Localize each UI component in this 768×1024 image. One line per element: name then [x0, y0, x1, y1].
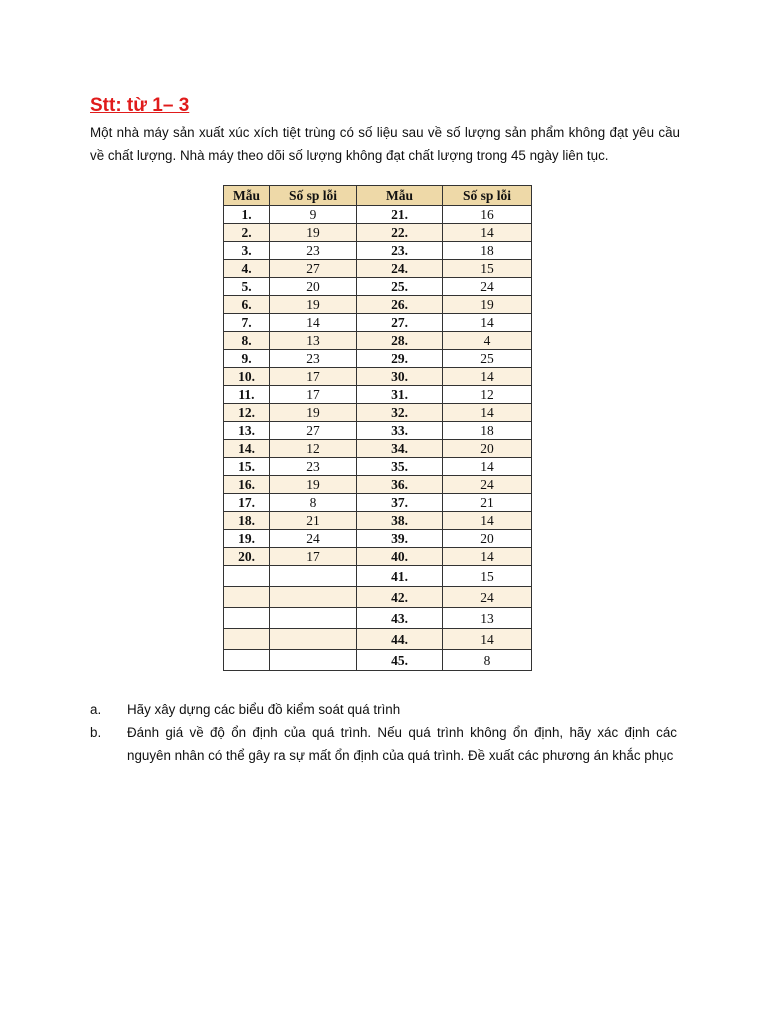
sample-number-cell: 17.: [224, 494, 270, 512]
defect-count-cell: 12: [443, 386, 532, 404]
defect-count-cell: [270, 629, 357, 650]
question-text: Hãy xây dựng các biểu đồ kiểm soát quá trình: [127, 702, 401, 717]
sample-number-cell: 41.: [357, 566, 443, 587]
defect-count-cell: 24: [443, 587, 532, 608]
sample-number-cell: 11.: [224, 386, 270, 404]
sample-number-cell: 43.: [357, 608, 443, 629]
table-row: [224, 476, 532, 494]
sample-number-cell: [224, 587, 270, 608]
sample-number-cell: 1.: [224, 206, 270, 224]
defect-count-cell: 14: [443, 458, 532, 476]
defect-count-cell: 13: [270, 332, 357, 350]
sample-number-cell: [224, 566, 270, 587]
question-item: [90, 721, 677, 767]
defect-count-cell: 20: [270, 278, 357, 296]
table-row: [224, 278, 532, 296]
defect-count-cell: 14: [443, 512, 532, 530]
defect-count-cell: 19: [270, 404, 357, 422]
defect-count-cell: 19: [270, 296, 357, 314]
sample-number-cell: 40.: [357, 548, 443, 566]
sample-number-cell: 14.: [224, 440, 270, 458]
defect-count-cell: 15: [443, 566, 532, 587]
defect-count-cell: 9: [270, 206, 357, 224]
sample-number-cell: 45.: [357, 650, 443, 671]
defect-count-cell: 18: [443, 422, 532, 440]
sample-number-cell: [224, 608, 270, 629]
sample-number-cell: 26.: [357, 296, 443, 314]
defect-count-cell: 17: [270, 386, 357, 404]
defect-count-cell: 23: [270, 458, 357, 476]
sample-number-cell: 19.: [224, 530, 270, 548]
table-row: [224, 587, 532, 608]
table-row: [224, 260, 532, 278]
sample-number-cell: 36.: [357, 476, 443, 494]
question-label: a.: [90, 702, 102, 717]
sample-number-cell: 37.: [357, 494, 443, 512]
defect-count-cell: 23: [270, 242, 357, 260]
table-row: [224, 404, 532, 422]
sample-number-cell: 2.: [224, 224, 270, 242]
sample-number-cell: 27.: [357, 314, 443, 332]
question-item: [90, 698, 677, 721]
sample-number-cell: 15.: [224, 458, 270, 476]
defect-count-cell: 14: [443, 548, 532, 566]
table-row: [224, 314, 532, 332]
header-sample: Mẫu: [224, 186, 270, 206]
sample-number-cell: 22.: [357, 224, 443, 242]
table-row: [224, 224, 532, 242]
sample-number-cell: 38.: [357, 512, 443, 530]
sample-number-cell: 31.: [357, 386, 443, 404]
sample-number-cell: 20.: [224, 548, 270, 566]
defect-count-cell: 14: [443, 629, 532, 650]
defect-count-cell: 14: [270, 314, 357, 332]
sample-number-cell: 21.: [357, 206, 443, 224]
sample-number-cell: 44.: [357, 629, 443, 650]
table-row: [224, 296, 532, 314]
header-defects: Số sp lỗi: [270, 186, 357, 206]
sample-number-cell: [224, 650, 270, 671]
defect-count-cell: 17: [270, 368, 357, 386]
sample-number-cell: 28.: [357, 332, 443, 350]
table-row: [224, 458, 532, 476]
defect-count-cell: 24: [270, 530, 357, 548]
sample-number-cell: 34.: [357, 440, 443, 458]
sample-number-cell: [224, 629, 270, 650]
sample-number-cell: 4.: [224, 260, 270, 278]
defect-count-cell: 13: [443, 608, 532, 629]
table-body: [224, 206, 532, 671]
defect-count-cell: 24: [443, 476, 532, 494]
table-row: [224, 494, 532, 512]
sample-number-cell: 32.: [357, 404, 443, 422]
table-header-row: [224, 186, 532, 206]
table-row: [224, 566, 532, 587]
sample-number-cell: 42.: [357, 587, 443, 608]
sample-number-cell: 33.: [357, 422, 443, 440]
defect-data-table: [223, 185, 532, 671]
defect-count-cell: 4: [443, 332, 532, 350]
sample-number-cell: 29.: [357, 350, 443, 368]
sample-number-cell: 13.: [224, 422, 270, 440]
defect-count-cell: 15: [443, 260, 532, 278]
sample-number-cell: 12.: [224, 404, 270, 422]
defect-count-cell: 20: [443, 530, 532, 548]
exercise-title: Stt: từ 1– 3: [90, 95, 190, 116]
sample-number-cell: 39.: [357, 530, 443, 548]
defect-count-cell: 17: [270, 548, 357, 566]
defect-count-cell: 23: [270, 350, 357, 368]
defect-count-cell: 24: [443, 278, 532, 296]
defect-count-cell: 8: [270, 494, 357, 512]
defect-count-cell: [270, 650, 357, 671]
defect-count-cell: 21: [270, 512, 357, 530]
problem-statement: Một nhà máy sản xuất xúc xích tiệt trùng có số liệu sau về số lượng sản phẩm không đạt yêu cầu về chất lượng. Nhà máy theo dõi số lượng không đạt chất lượng trong 45 ngày liên tục.: [90, 125, 680, 163]
table-row: [224, 386, 532, 404]
table-row: [224, 650, 532, 671]
question-label: b.: [90, 725, 102, 740]
header-sample: Mẫu: [357, 186, 443, 206]
defect-count-cell: [270, 608, 357, 629]
defect-count-cell: 14: [443, 314, 532, 332]
sample-number-cell: 16.: [224, 476, 270, 494]
table-row: [224, 332, 532, 350]
defect-count-cell: 19: [270, 476, 357, 494]
defect-count-cell: 14: [443, 404, 532, 422]
sample-number-cell: 10.: [224, 368, 270, 386]
table-row: [224, 368, 532, 386]
table-row: [224, 512, 532, 530]
defect-count-cell: 16: [443, 206, 532, 224]
table-row: [224, 530, 532, 548]
table-row: [224, 608, 532, 629]
table-row: [224, 242, 532, 260]
table-row: [224, 629, 532, 650]
table-row: [224, 350, 532, 368]
sample-number-cell: 18.: [224, 512, 270, 530]
defect-count-cell: 27: [270, 260, 357, 278]
sample-number-cell: 9.: [224, 350, 270, 368]
defect-count-cell: [270, 566, 357, 587]
sample-number-cell: 25.: [357, 278, 443, 296]
header-defects: Số sp lỗi: [443, 186, 532, 206]
defect-count-cell: 18: [443, 242, 532, 260]
question-list: [90, 698, 677, 767]
defect-count-cell: 21: [443, 494, 532, 512]
defect-count-cell: 27: [270, 422, 357, 440]
defect-count-cell: 14: [443, 368, 532, 386]
defect-count-cell: 14: [443, 224, 532, 242]
defect-count-cell: 20: [443, 440, 532, 458]
table-row: [224, 206, 532, 224]
defect-count-cell: 19: [270, 224, 357, 242]
sample-number-cell: 5.: [224, 278, 270, 296]
sample-number-cell: 8.: [224, 332, 270, 350]
sample-number-cell: 6.: [224, 296, 270, 314]
sample-number-cell: 30.: [357, 368, 443, 386]
sample-number-cell: 23.: [357, 242, 443, 260]
defect-count-cell: 25: [443, 350, 532, 368]
question-text: Đánh giá về độ ổn định của quá trình. Nếu quá trình không ổn định, hãy xác định các nguyên nhân có thể gây ra sự mất ổn định của quá trình. Đề xuất các phương án khắc phục: [127, 725, 677, 763]
defect-count-cell: [270, 587, 357, 608]
table-row: [224, 422, 532, 440]
defect-count-cell: 12: [270, 440, 357, 458]
sample-number-cell: 3.: [224, 242, 270, 260]
defect-count-cell: 19: [443, 296, 532, 314]
table-row: [224, 440, 532, 458]
table-row: [224, 548, 532, 566]
defect-count-cell: 8: [443, 650, 532, 671]
sample-number-cell: 24.: [357, 260, 443, 278]
sample-number-cell: 35.: [357, 458, 443, 476]
sample-number-cell: 7.: [224, 314, 270, 332]
